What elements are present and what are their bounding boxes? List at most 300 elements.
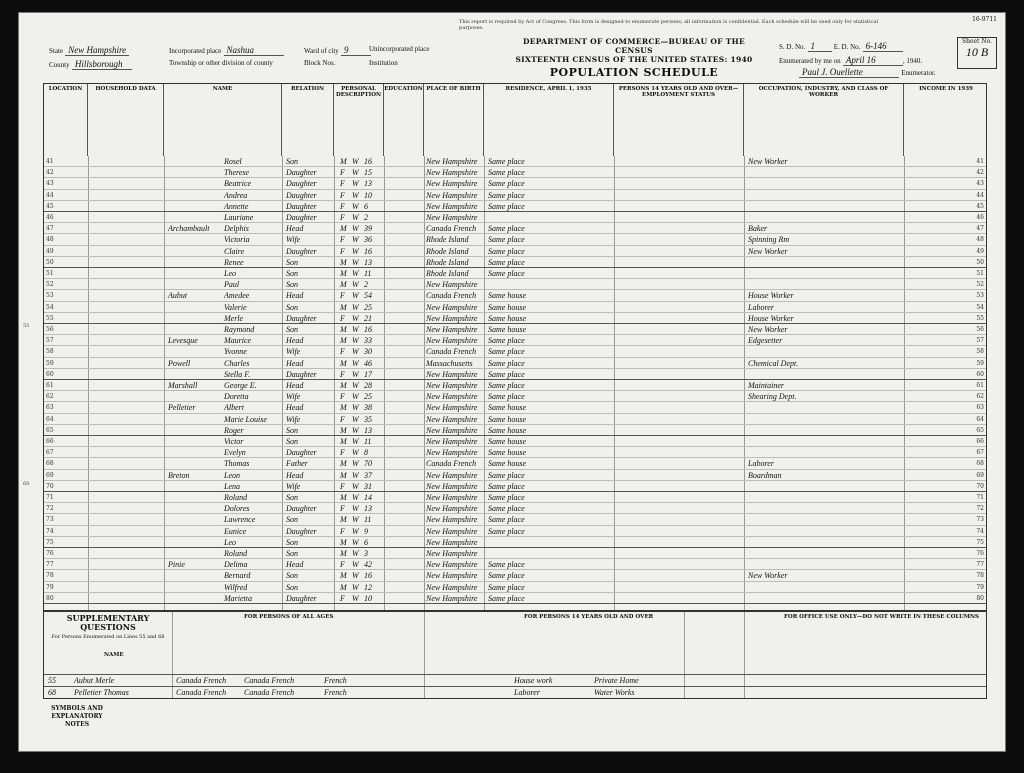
residence-cell: Same house	[488, 291, 526, 301]
age-cell: 17	[364, 369, 372, 379]
residence-cell: Same house	[488, 403, 526, 413]
row-number: 58	[46, 348, 54, 356]
relation-cell: Daughter	[286, 504, 317, 514]
race-cell: W	[352, 493, 359, 502]
given-name-cell: Thomas	[224, 459, 250, 469]
col-income: INCOME IN 1939	[919, 86, 973, 92]
age-cell: 3	[364, 549, 368, 558]
residence-cell: Same place	[488, 168, 525, 178]
race-cell: W	[352, 358, 359, 368]
given-name-cell: Evelyn	[224, 448, 246, 458]
residence-cell: Same house	[488, 302, 526, 312]
relation-cell: Son	[286, 549, 298, 558]
county-field: County Hillsborough	[49, 59, 132, 70]
row-number: 72	[46, 505, 54, 513]
residence-cell: Same place	[488, 526, 525, 536]
given-name-cell: Lauriane	[224, 213, 254, 222]
occupation-cell: Boardman	[748, 470, 782, 480]
state-field: State New Hampshire	[49, 45, 129, 56]
age-cell: 28	[364, 381, 372, 390]
birthplace-cell: New Hampshire	[426, 403, 478, 413]
row-number-right: 79	[976, 583, 984, 591]
row-number: 48	[46, 236, 54, 244]
age-cell: 2	[364, 280, 368, 290]
race-cell: W	[352, 414, 359, 424]
race-cell: W	[352, 179, 359, 189]
row-number-right: 51	[976, 270, 984, 277]
relation-cell: Head	[286, 381, 304, 390]
table-row	[44, 391, 986, 402]
surname-cell: Pelletier	[168, 403, 196, 413]
relation-cell: Son	[286, 257, 298, 267]
age-cell: 10	[364, 593, 372, 603]
relation-cell: Son	[286, 157, 298, 166]
age-cell: 13	[364, 257, 372, 267]
residence-cell: Same place	[488, 392, 525, 402]
relation-cell: Head	[286, 470, 304, 480]
birthplace-cell: New Hampshire	[426, 526, 478, 536]
table-row	[44, 380, 986, 391]
table-row	[44, 178, 986, 189]
race-cell: W	[352, 269, 359, 278]
row-number-right: 78	[976, 572, 984, 580]
row-number: 64	[46, 415, 54, 423]
sex-cell: M	[340, 157, 347, 166]
row-number-right: 80	[976, 594, 984, 602]
birthplace-cell: Massachusetts	[426, 358, 473, 368]
relation-cell: Father	[286, 459, 308, 469]
residence-cell: Same house	[488, 448, 526, 458]
table-row	[44, 324, 986, 335]
birthplace-cell: Rhode Island	[426, 269, 469, 278]
residence-cell: Same house	[488, 325, 526, 334]
row-number: 62	[46, 393, 54, 401]
given-name-cell: Maurice	[224, 336, 252, 346]
sex-cell: M	[340, 493, 347, 502]
table-body	[44, 156, 986, 610]
race-cell: W	[352, 571, 359, 581]
birthplace-cell: New Hampshire	[426, 493, 478, 502]
race-cell: W	[352, 168, 359, 178]
race-cell: W	[352, 325, 359, 334]
sd-value: 1	[808, 41, 832, 52]
residence-cell: Same place	[488, 347, 525, 357]
supp-row	[44, 686, 986, 697]
relation-cell: Daughter	[286, 448, 317, 458]
residence-cell: Same place	[488, 157, 525, 166]
age-cell: 13	[364, 425, 372, 435]
race-cell: W	[352, 504, 359, 514]
birthplace-cell: New Hampshire	[426, 213, 478, 222]
age-cell: 16	[364, 246, 372, 256]
ward-value: 9	[341, 45, 371, 56]
residence-cell: Same place	[488, 190, 525, 200]
race-cell: W	[352, 313, 359, 323]
table-row	[44, 447, 986, 458]
supp-marker-68: 68	[23, 481, 30, 487]
given-name-cell: Stella F.	[224, 369, 251, 379]
table-row	[44, 470, 986, 481]
supp-usual-industry: Private Home	[594, 676, 639, 685]
residence-cell: Same place	[488, 257, 525, 267]
race-cell: W	[352, 157, 359, 166]
given-name-cell: Rosel	[224, 157, 242, 166]
birthplace-cell: New Hampshire	[426, 560, 478, 570]
birthplace-cell: New Hampshire	[426, 179, 478, 189]
row-number: 47	[46, 225, 54, 233]
ward-field: Ward of city 9	[304, 45, 371, 56]
row-number-right: 69	[976, 471, 984, 479]
supp-language: French	[324, 688, 347, 697]
supp-14-header: FOR PERSONS 14 YEARS OLD AND OVER	[524, 614, 654, 620]
given-name-cell: Roger	[224, 425, 244, 435]
table-row	[44, 167, 986, 178]
given-name-cell: Merle	[224, 313, 244, 323]
residence-cell: Same house	[488, 437, 526, 446]
given-name-cell: Doretta	[224, 392, 249, 402]
residence-cell: Same place	[488, 593, 525, 603]
given-name-cell: George E.	[224, 381, 257, 390]
given-name-cell: Marietta	[224, 593, 252, 603]
age-cell: 16	[364, 571, 372, 581]
table-row	[44, 492, 986, 503]
race-cell: W	[352, 347, 359, 357]
row-number-right: 75	[976, 538, 984, 546]
relation-cell: Head	[286, 291, 304, 301]
birthplace-cell: New Hampshire	[426, 571, 478, 581]
row-number-right: 53	[976, 292, 984, 300]
residence-cell: Same place	[488, 481, 525, 491]
enumerator-field: Paul J. Ouellette Enumerator.	[799, 67, 936, 78]
surname-cell: Marshall	[168, 381, 198, 390]
sex-cell: F	[340, 246, 345, 256]
relation-cell: Daughter	[286, 526, 317, 536]
table-row	[44, 279, 986, 290]
residence-cell: Same house	[488, 425, 526, 435]
incorporated-field: Incorporated place Nashua	[169, 45, 284, 56]
surname-cell: Aubut	[168, 291, 188, 301]
age-cell: 38	[364, 403, 372, 413]
age-cell: 36	[364, 235, 372, 245]
sex-cell: F	[340, 190, 345, 200]
supp-mother-birthplace: Canada French	[244, 676, 295, 685]
birthplace-cell: New Hampshire	[426, 392, 478, 402]
birthplace-cell: New Hampshire	[426, 515, 478, 525]
relation-cell: Daughter	[286, 201, 317, 211]
race-cell: W	[352, 549, 359, 558]
surname-cell: Pinie	[168, 560, 185, 570]
row-number-right: 47	[976, 225, 984, 233]
race-cell: W	[352, 190, 359, 200]
residence-cell: Same place	[488, 571, 525, 581]
given-name-cell: Dolores	[224, 504, 250, 514]
given-name-cell: Lena	[224, 481, 240, 491]
row-number: 74	[46, 527, 54, 535]
sex-cell: M	[340, 224, 347, 234]
occupation-cell: Baker	[748, 224, 768, 234]
row-number-right: 68	[976, 460, 984, 468]
row-number: 63	[46, 404, 54, 412]
race-cell: W	[352, 302, 359, 312]
row-number-right: 49	[976, 247, 984, 255]
race-cell: W	[352, 403, 359, 413]
birthplace-cell: New Hampshire	[426, 302, 478, 312]
occupation-cell: Laborer	[748, 302, 774, 312]
row-number: 59	[46, 359, 54, 367]
row-number-right: 62	[976, 393, 984, 401]
row-number: 49	[46, 247, 54, 255]
relation-cell: Daughter	[286, 313, 317, 323]
row-number-right: 46	[976, 214, 984, 221]
birthplace-cell: New Hampshire	[426, 448, 478, 458]
relation-cell: Son	[286, 302, 298, 312]
table-row	[44, 190, 986, 201]
occupation-cell: House Worker	[748, 313, 794, 323]
table-row	[44, 313, 986, 324]
col-location: LOCATION	[44, 84, 88, 156]
row-number: 53	[46, 292, 54, 300]
supp-row	[44, 674, 986, 685]
age-cell: 33	[364, 336, 372, 346]
supp-line-number: 68	[48, 688, 56, 697]
residence-cell: Same place	[488, 493, 525, 502]
relation-cell: Wife	[286, 481, 301, 491]
age-cell: 16	[364, 325, 372, 334]
birthplace-cell: Rhode Island	[426, 257, 469, 267]
given-name-cell: Albert	[224, 403, 244, 413]
row-number-right: 63	[976, 404, 984, 412]
row-number: 44	[46, 191, 54, 199]
row-number-right: 44	[976, 191, 984, 199]
given-name-cell: Claire	[224, 246, 245, 256]
race-cell: W	[352, 280, 359, 290]
residence-cell: Same place	[488, 336, 525, 346]
race-cell: W	[352, 201, 359, 211]
given-name-cell: Therese	[224, 168, 250, 178]
sex-cell: M	[340, 549, 347, 558]
col-household: HOUSEHOLD DATA	[88, 84, 164, 156]
age-cell: 54	[364, 291, 372, 301]
birthplace-cell: New Hampshire	[426, 425, 478, 435]
supp-name: Pelletier Thomas	[74, 688, 129, 697]
residence-cell: Same place	[488, 179, 525, 189]
sex-cell: F	[340, 504, 345, 514]
surname-cell: Breton	[168, 470, 190, 480]
row-number: 55	[46, 314, 54, 322]
age-cell: 13	[364, 179, 372, 189]
birthplace-cell: New Hampshire	[426, 325, 478, 334]
birthplace-cell: New Hampshire	[426, 504, 478, 514]
table-row	[44, 514, 986, 525]
age-cell: 12	[364, 582, 372, 592]
race-cell: W	[352, 392, 359, 402]
table-row	[44, 559, 986, 570]
given-name-cell: Yvonne	[224, 347, 247, 357]
birthplace-cell: New Hampshire	[426, 437, 478, 446]
title-block	[509, 37, 759, 79]
relation-cell: Head	[286, 560, 304, 570]
unincorporated-field: Unincorporated place	[369, 45, 430, 53]
residence-cell: Same place	[488, 358, 525, 368]
relation-cell: Son	[286, 325, 298, 334]
race-cell: W	[352, 425, 359, 435]
age-cell: 11	[364, 437, 372, 446]
birthplace-cell: New Hampshire	[426, 313, 478, 323]
age-cell: 2	[364, 213, 368, 222]
table-row	[44, 268, 986, 279]
occupation-cell: Laborer	[748, 459, 774, 469]
given-name-cell: Wilfred	[224, 582, 248, 592]
birthplace-cell: New Hampshire	[426, 414, 478, 424]
birthplace-cell: Canada French	[426, 459, 477, 469]
row-number: 52	[46, 281, 54, 289]
row-number-right: 64	[976, 415, 984, 423]
supp-title: SUPPLEMENTARY QUESTIONS	[66, 613, 150, 632]
race-cell: W	[352, 246, 359, 256]
relation-cell: Daughter	[286, 593, 317, 603]
given-name-cell: Roland	[224, 549, 248, 558]
sex-cell: F	[340, 347, 345, 357]
birthplace-cell: Canada French	[426, 347, 477, 357]
given-name-cell: Amedee	[224, 291, 250, 301]
row-number: 68	[46, 460, 54, 468]
given-name-cell: Raymond	[224, 325, 255, 334]
row-number-right: 65	[976, 426, 984, 434]
sex-cell: F	[340, 593, 345, 603]
relation-cell: Son	[286, 493, 298, 502]
row-number: 76	[46, 550, 54, 557]
sex-cell: M	[340, 325, 347, 334]
occupation-cell: Edgesetter	[748, 336, 783, 346]
supp-language: French	[324, 676, 347, 685]
incorporated-value: Nashua	[224, 45, 284, 56]
race-cell: W	[352, 515, 359, 525]
sex-cell: M	[340, 269, 347, 278]
given-name-cell: Marie Louise	[224, 414, 267, 424]
given-name-cell: Leon	[224, 470, 240, 480]
row-number-right: 61	[976, 382, 984, 389]
row-number: 61	[46, 382, 54, 389]
col-occupation: OCCUPATION, INDUSTRY, AND CLASS OF WORKER	[744, 84, 904, 156]
relation-cell: Son	[286, 269, 298, 278]
row-number: 79	[46, 583, 54, 591]
occupation-cell: Maintainer	[748, 381, 784, 390]
sex-cell: M	[340, 425, 347, 435]
table-row	[44, 246, 986, 257]
row-number: 42	[46, 169, 54, 177]
age-cell: 9	[364, 526, 368, 536]
row-number: 43	[46, 180, 54, 188]
birthplace-cell: New Hampshire	[426, 470, 478, 480]
row-number: 57	[46, 337, 54, 345]
supp-line-number: 55	[48, 676, 56, 685]
given-name-cell: Delphis	[224, 224, 249, 234]
sex-cell: M	[340, 381, 347, 390]
table-row	[44, 593, 986, 604]
given-name-cell: Annette	[224, 201, 249, 211]
supp-father-birthplace: Canada French	[176, 688, 227, 697]
age-cell: 30	[364, 347, 372, 357]
table-row	[44, 212, 986, 223]
col-personal: PERSONAL DESCRIPTION	[334, 84, 384, 156]
occupation-cell: Chemical Dept.	[748, 358, 799, 368]
supp-name-header: NAME	[104, 652, 124, 658]
age-cell: 70	[364, 459, 372, 469]
race-cell: W	[352, 291, 359, 301]
race-cell: W	[352, 257, 359, 267]
relation-cell: Son	[286, 515, 298, 525]
census-sheet	[18, 12, 1006, 752]
age-cell: 35	[364, 414, 372, 424]
race-cell: W	[352, 437, 359, 446]
age-cell: 21	[364, 313, 372, 323]
residence-cell: Same place	[488, 201, 525, 211]
relation-cell: Son	[286, 425, 298, 435]
supp-marker-55: 55	[23, 323, 30, 329]
relation-cell: Head	[286, 358, 304, 368]
relation-cell: Daughter	[286, 179, 317, 189]
row-number: 78	[46, 572, 54, 580]
birthplace-cell: New Hampshire	[426, 381, 478, 390]
relation-cell: Son	[286, 571, 298, 581]
table-row	[44, 223, 986, 234]
residence-cell: Same house	[488, 459, 526, 469]
birthplace-cell: New Hampshire	[426, 168, 478, 178]
sex-cell: M	[340, 582, 347, 592]
residence-cell: Same place	[488, 560, 525, 570]
county-value: Hillsborough	[72, 59, 132, 70]
row-number: 67	[46, 449, 54, 457]
sex-cell: F	[340, 168, 345, 178]
race-cell: W	[352, 381, 359, 390]
table-row	[44, 425, 986, 436]
form-stamp: 16-9711	[972, 16, 997, 23]
table-row	[44, 436, 986, 447]
sex-cell: M	[340, 403, 347, 413]
table-row	[44, 526, 986, 537]
birthplace-cell: Rhode Island	[426, 246, 469, 256]
birthplace-cell: New Hampshire	[426, 280, 478, 290]
sex-cell: M	[340, 515, 347, 525]
age-cell: 11	[364, 515, 372, 525]
sex-cell: M	[340, 358, 347, 368]
supp-father-birthplace: Canada French	[176, 676, 227, 685]
table-row	[44, 346, 986, 357]
row-number-right: 41	[976, 158, 984, 165]
relation-cell: Wife	[286, 414, 301, 424]
given-name-cell: Bernard	[224, 571, 251, 581]
sex-cell: F	[340, 313, 345, 323]
table-row	[44, 358, 986, 369]
row-number: 69	[46, 471, 54, 479]
sex-cell: M	[340, 336, 347, 346]
sex-cell: F	[340, 481, 345, 491]
birthplace-cell: New Hampshire	[426, 157, 478, 166]
birthplace-cell: New Hampshire	[426, 593, 478, 603]
sex-cell: M	[340, 571, 347, 581]
supp-office-header: FOR OFFICE USE ONLY—DO NOT WRITE IN THESE COLUMNS	[784, 614, 979, 620]
row-number: 65	[46, 426, 54, 434]
row-number-right: 57	[976, 337, 984, 345]
given-name-cell: Valerie	[224, 302, 247, 312]
residence-cell: Same place	[488, 235, 525, 245]
age-cell: 10	[364, 190, 372, 200]
supp-usual-industry: Water Works	[594, 688, 635, 697]
sex-cell: F	[340, 392, 345, 402]
ed-value: 6-146	[863, 41, 903, 52]
supp-subtitle: For Persons Enumerated on Lines 55 and 68	[51, 634, 165, 640]
table-row	[44, 414, 986, 425]
